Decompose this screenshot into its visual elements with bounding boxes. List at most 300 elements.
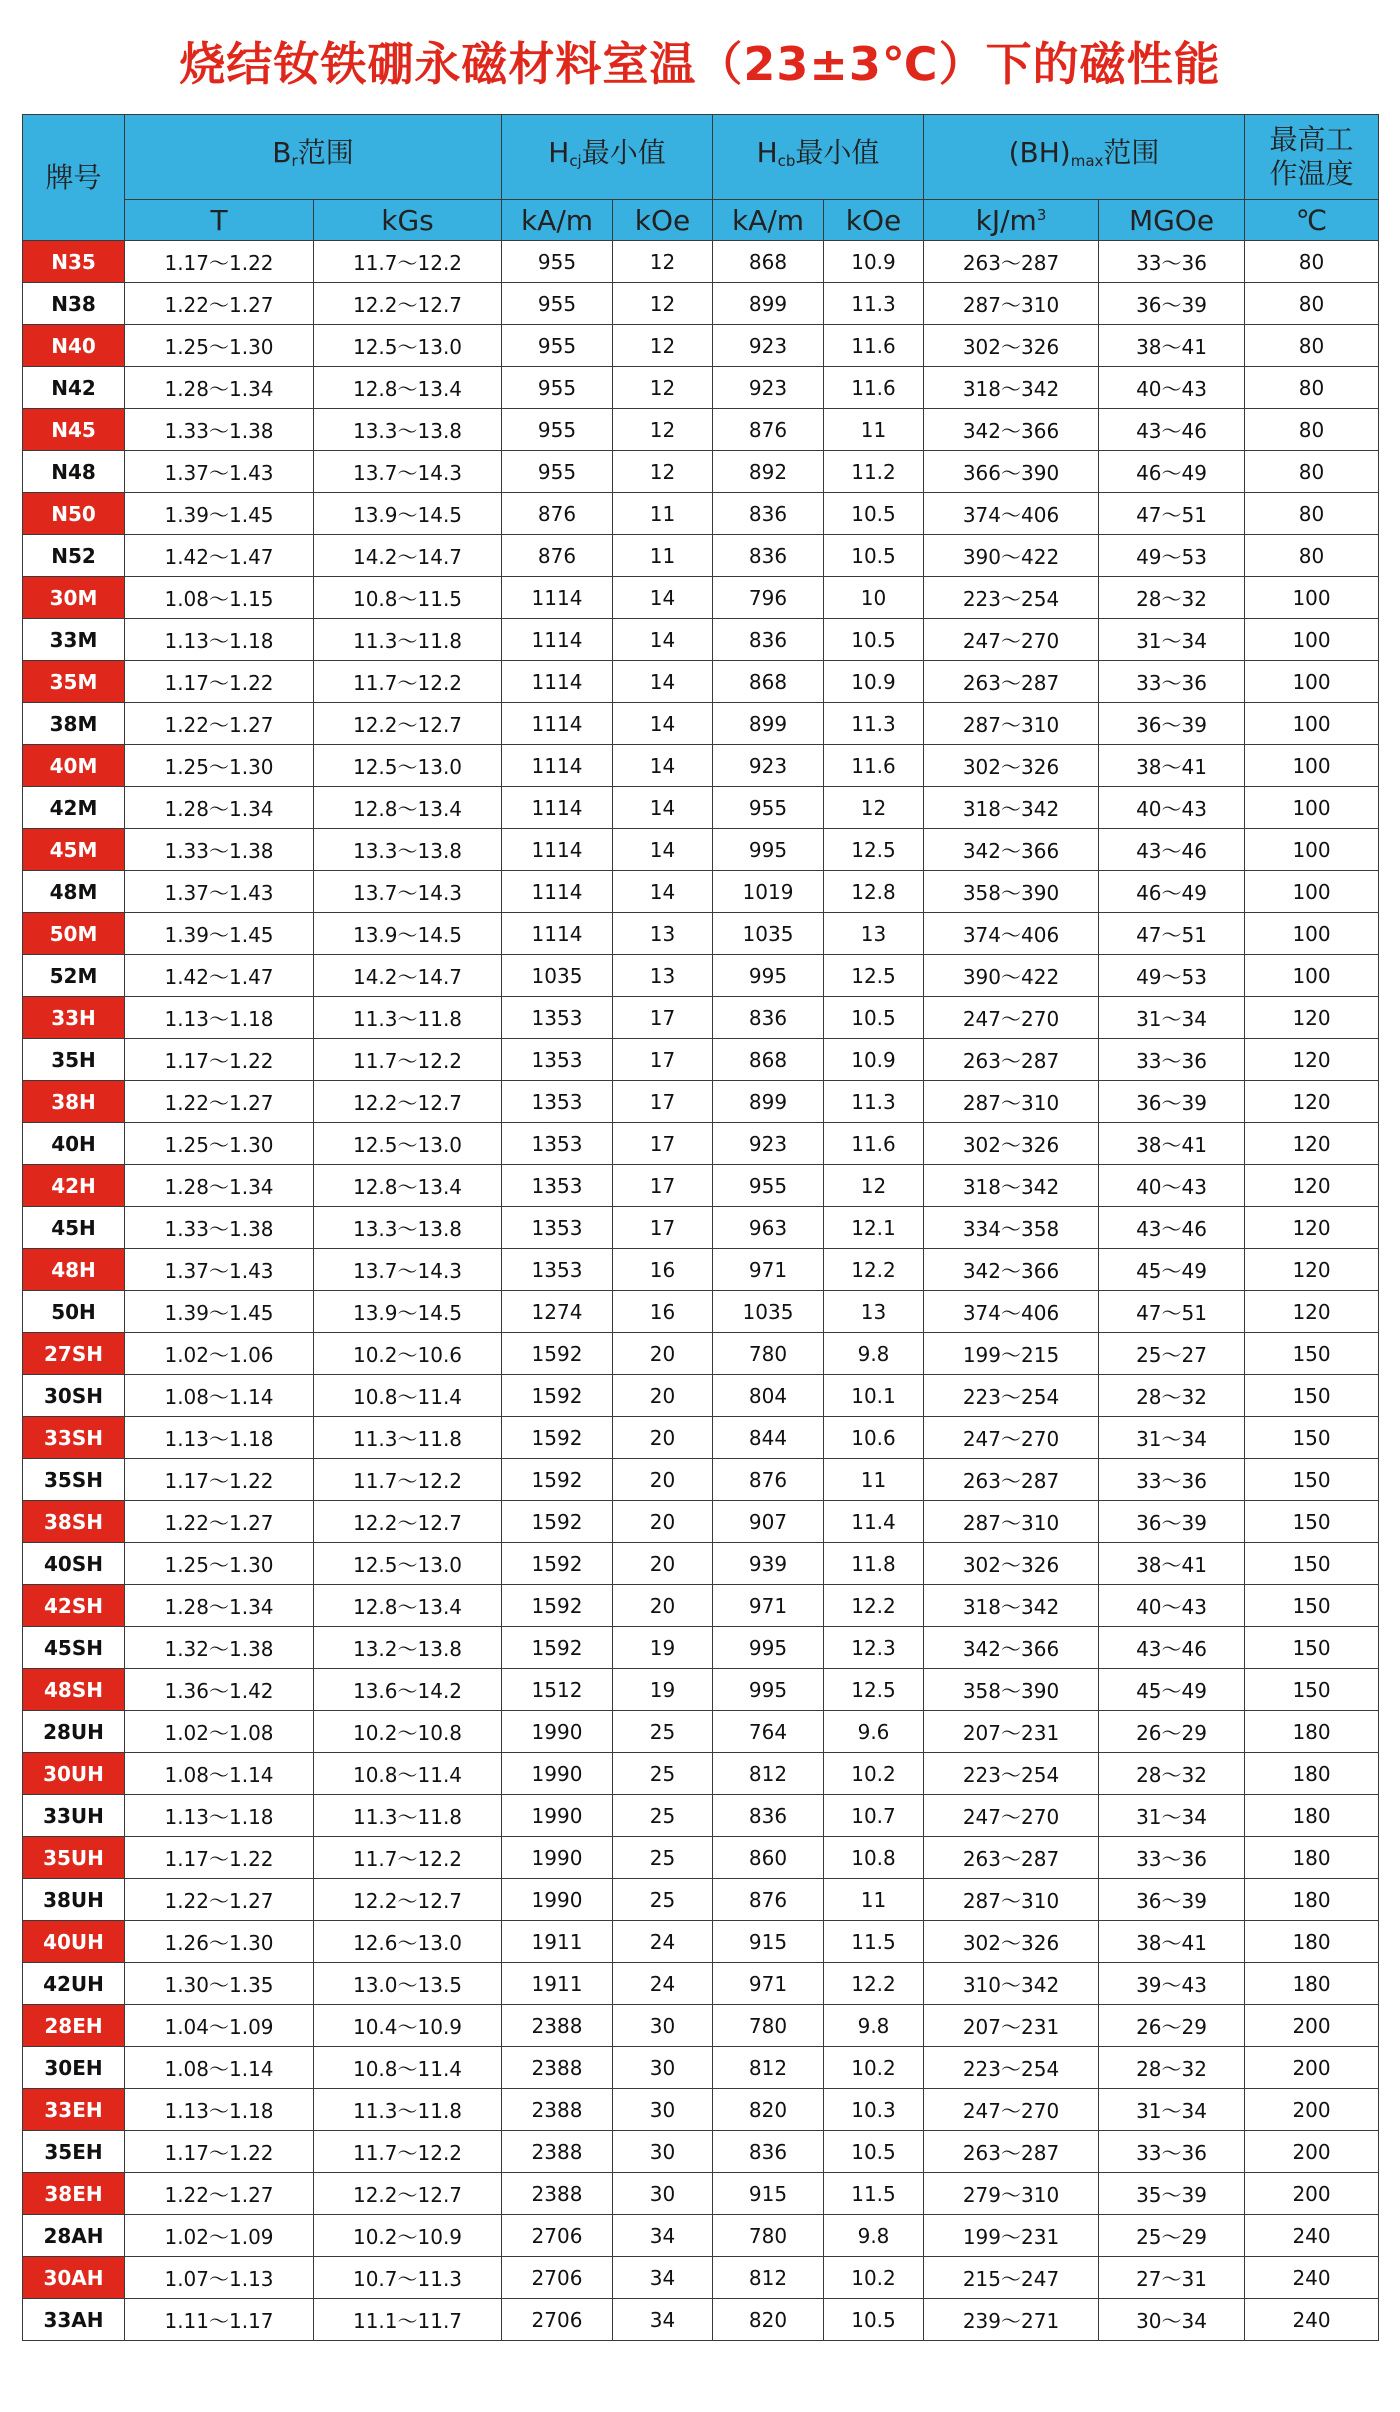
cell-br-t: 1.42～1.47 (125, 535, 314, 577)
table-row (23, 1291, 1379, 1333)
header-grade: 牌号 (23, 115, 125, 241)
cell-bh-mgoe: 49～53 (1099, 955, 1245, 997)
cell-max-temp: 100 (1245, 871, 1379, 913)
cell-hcj-koe: 25 (613, 1879, 713, 1921)
cell-grade: 35UH (23, 1837, 125, 1879)
cell-br-kgs: 13.3～13.8 (314, 829, 502, 871)
cell-br-t: 1.33～1.38 (125, 1207, 314, 1249)
cell-hcj-koe: 17 (613, 1123, 713, 1165)
cell-hcj-kam: 876 (502, 493, 613, 535)
table-row (23, 2005, 1379, 2047)
cell-grade: 33M (23, 619, 125, 661)
cell-bh-mgoe: 36～39 (1099, 703, 1245, 745)
cell-grade: 33SH (23, 1417, 125, 1459)
cell-max-temp: 120 (1245, 1039, 1379, 1081)
cell-grade: 42SH (23, 1585, 125, 1627)
cell-hcb-kam: 820 (713, 2299, 824, 2341)
header-hcj-min: $H_{cj}$最小值 (502, 115, 713, 200)
cell-hcj-koe: 19 (613, 1669, 713, 1711)
table-row (23, 325, 1379, 367)
cell-bh-kj: 334～358 (924, 1207, 1099, 1249)
table-row (23, 1459, 1379, 1501)
cell-hcj-koe: 20 (613, 1501, 713, 1543)
cell-hcb-kam: 907 (713, 1501, 824, 1543)
cell-br-kgs: 12.8～13.4 (314, 1585, 502, 1627)
table-body (23, 241, 1379, 2341)
cell-hcb-kam: 995 (713, 829, 824, 871)
cell-hcj-kam: 1114 (502, 745, 613, 787)
cell-bh-mgoe: 28～32 (1099, 2047, 1245, 2089)
cell-hcj-kam: 876 (502, 535, 613, 577)
cell-hcb-kam: 780 (713, 1333, 824, 1375)
cell-hcj-koe: 19 (613, 1627, 713, 1669)
cell-bh-kj: 390～422 (924, 955, 1099, 997)
cell-max-temp: 100 (1245, 577, 1379, 619)
cell-br-t: 1.17～1.22 (125, 661, 314, 703)
cell-br-kgs: 12.5～13.0 (314, 745, 502, 787)
cell-hcb-kam: 1019 (713, 871, 824, 913)
cell-bh-kj: 247～270 (924, 1795, 1099, 1837)
cell-br-t: 1.37～1.43 (125, 1249, 314, 1291)
header-br-range: $B_r$范围 (125, 115, 502, 200)
cell-hcb-kam: 923 (713, 325, 824, 367)
cell-grade: 35M (23, 661, 125, 703)
cell-br-kgs: 13.6～14.2 (314, 1669, 502, 1711)
cell-hcj-kam: 1353 (502, 997, 613, 1039)
cell-bh-mgoe: 36～39 (1099, 283, 1245, 325)
cell-bh-mgoe: 40～43 (1099, 367, 1245, 409)
cell-hcb-koe: 11 (824, 1879, 924, 1921)
cell-hcb-koe: 11.5 (824, 1921, 924, 1963)
cell-bh-kj: 302～326 (924, 1543, 1099, 1585)
table-row (23, 1669, 1379, 1711)
table-row (23, 2215, 1379, 2257)
cell-hcj-kam: 955 (502, 325, 613, 367)
cell-max-temp: 200 (1245, 2047, 1379, 2089)
cell-hcj-koe: 24 (613, 1921, 713, 1963)
cell-hcj-koe: 17 (613, 1039, 713, 1081)
cell-hcb-koe: 12.2 (824, 1963, 924, 2005)
cell-max-temp: 120 (1245, 1207, 1379, 1249)
cell-bh-kj: 366～390 (924, 451, 1099, 493)
cell-hcj-koe: 17 (613, 1165, 713, 1207)
cell-bh-kj: 318～342 (924, 1165, 1099, 1207)
cell-hcb-kam: 899 (713, 703, 824, 745)
cell-br-t: 1.08～1.14 (125, 1753, 314, 1795)
cell-br-kgs: 13.9～14.5 (314, 493, 502, 535)
cell-br-kgs: 11.7～12.2 (314, 1837, 502, 1879)
cell-br-kgs: 13.3～13.8 (314, 409, 502, 451)
cell-hcj-koe: 16 (613, 1249, 713, 1291)
cell-hcb-kam: 923 (713, 367, 824, 409)
cell-hcj-koe: 30 (613, 2131, 713, 2173)
table-row (23, 1795, 1379, 1837)
cell-grade: N35 (23, 241, 125, 283)
cell-hcb-koe: 9.6 (824, 1711, 924, 1753)
unit-kgs: kGs (314, 200, 502, 241)
cell-br-t: 1.17～1.22 (125, 2131, 314, 2173)
cell-bh-mgoe: 31～34 (1099, 619, 1245, 661)
cell-br-kgs: 10.2～10.9 (314, 2215, 502, 2257)
cell-grade: 50H (23, 1291, 125, 1333)
cell-bh-kj: 374～406 (924, 493, 1099, 535)
cell-br-kgs: 10.2～10.6 (314, 1333, 502, 1375)
cell-hcj-kam: 1592 (502, 1459, 613, 1501)
cell-max-temp: 80 (1245, 535, 1379, 577)
cell-br-kgs: 10.2～10.8 (314, 1711, 502, 1753)
cell-hcb-koe: 11.5 (824, 2173, 924, 2215)
table-row (23, 535, 1379, 577)
cell-bh-kj: 279～310 (924, 2173, 1099, 2215)
unit-celsius: ℃ (1245, 200, 1379, 241)
cell-hcb-kam: 915 (713, 2173, 824, 2215)
cell-br-kgs: 12.8～13.4 (314, 1165, 502, 1207)
cell-hcb-koe: 10.5 (824, 997, 924, 1039)
table-row (23, 1585, 1379, 1627)
cell-max-temp: 80 (1245, 367, 1379, 409)
cell-br-t: 1.28～1.34 (125, 1165, 314, 1207)
table-row (23, 1501, 1379, 1543)
cell-hcb-kam: 836 (713, 2131, 824, 2173)
cell-bh-kj: 263～287 (924, 661, 1099, 703)
cell-grade: N50 (23, 493, 125, 535)
cell-hcj-kam: 2388 (502, 2131, 613, 2173)
cell-hcb-kam: 836 (713, 619, 824, 661)
cell-br-kgs: 11.1～11.7 (314, 2299, 502, 2341)
cell-br-kgs: 12.5～13.0 (314, 1123, 502, 1165)
cell-grade: 50M (23, 913, 125, 955)
cell-hcj-kam: 1353 (502, 1249, 613, 1291)
cell-bh-mgoe: 36～39 (1099, 1081, 1245, 1123)
cell-max-temp: 150 (1245, 1333, 1379, 1375)
cell-br-t: 1.22～1.27 (125, 283, 314, 325)
cell-br-kgs: 11.7～12.2 (314, 2131, 502, 2173)
cell-bh-mgoe: 31～34 (1099, 1795, 1245, 1837)
cell-hcj-koe: 17 (613, 997, 713, 1039)
cell-max-temp: 100 (1245, 787, 1379, 829)
cell-bh-kj: 215～247 (924, 2257, 1099, 2299)
cell-br-t: 1.25～1.30 (125, 745, 314, 787)
page-title: 烧结钕铁硼永磁材料室温（23±3℃）下的磁性能 (179, 37, 1221, 91)
cell-hcb-koe: 11.6 (824, 367, 924, 409)
unit-t: T (125, 200, 314, 241)
cell-max-temp: 180 (1245, 1837, 1379, 1879)
cell-hcj-koe: 13 (613, 955, 713, 997)
cell-hcb-kam: 876 (713, 409, 824, 451)
cell-hcb-koe: 10.5 (824, 2299, 924, 2341)
cell-hcj-koe: 30 (613, 2047, 713, 2089)
cell-hcb-kam: 812 (713, 2047, 824, 2089)
table-row (23, 2299, 1379, 2341)
cell-bh-mgoe: 35～39 (1099, 2173, 1245, 2215)
cell-br-kgs: 10.8～11.4 (314, 2047, 502, 2089)
cell-bh-mgoe: 26～29 (1099, 2005, 1245, 2047)
cell-hcb-koe: 10.2 (824, 2257, 924, 2299)
table-row (23, 1165, 1379, 1207)
cell-bh-kj: 358～390 (924, 871, 1099, 913)
cell-max-temp: 100 (1245, 619, 1379, 661)
cell-br-t: 1.37～1.43 (125, 871, 314, 913)
cell-br-t: 1.17～1.22 (125, 1837, 314, 1879)
cell-hcj-koe: 30 (613, 2173, 713, 2215)
cell-bh-mgoe: 33～36 (1099, 241, 1245, 283)
cell-hcj-koe: 34 (613, 2299, 713, 2341)
cell-bh-kj: 287～310 (924, 1501, 1099, 1543)
cell-max-temp: 180 (1245, 1879, 1379, 1921)
cell-br-kgs: 11.3～11.8 (314, 997, 502, 1039)
cell-br-kgs: 12.8～13.4 (314, 367, 502, 409)
cell-hcb-koe: 10.2 (824, 2047, 924, 2089)
cell-br-kgs: 11.3～11.8 (314, 1417, 502, 1459)
cell-bh-mgoe: 40～43 (1099, 1585, 1245, 1627)
cell-br-kgs: 11.3～11.8 (314, 1795, 502, 1837)
cell-bh-kj: 247～270 (924, 619, 1099, 661)
cell-hcj-koe: 14 (613, 577, 713, 619)
cell-bh-mgoe: 47～51 (1099, 493, 1245, 535)
cell-hcj-koe: 14 (613, 703, 713, 745)
cell-max-temp: 200 (1245, 2131, 1379, 2173)
cell-hcj-koe: 30 (613, 2089, 713, 2131)
cell-hcj-koe: 25 (613, 1711, 713, 1753)
cell-hcb-koe: 10.1 (824, 1375, 924, 1417)
cell-bh-kj: 263～287 (924, 241, 1099, 283)
cell-hcj-kam: 955 (502, 283, 613, 325)
cell-hcj-koe: 25 (613, 1795, 713, 1837)
cell-max-temp: 150 (1245, 1669, 1379, 1711)
cell-grade: 40SH (23, 1543, 125, 1585)
cell-bh-mgoe: 38～41 (1099, 745, 1245, 787)
cell-grade: 48SH (23, 1669, 125, 1711)
cell-grade: 30SH (23, 1375, 125, 1417)
cell-hcj-kam: 1114 (502, 829, 613, 871)
cell-br-kgs: 11.7～12.2 (314, 241, 502, 283)
cell-hcb-koe: 13 (824, 913, 924, 955)
cell-hcj-kam: 1592 (502, 1585, 613, 1627)
cell-br-kgs: 12.2～12.7 (314, 1081, 502, 1123)
cell-grade: 33AH (23, 2299, 125, 2341)
table-row (23, 2089, 1379, 2131)
cell-bh-kj: 302～326 (924, 1123, 1099, 1165)
cell-bh-kj: 247～270 (924, 2089, 1099, 2131)
cell-hcb-koe: 10.5 (824, 493, 924, 535)
table-row (23, 703, 1379, 745)
header-hcb-min: $H_{cb}$最小值 (713, 115, 924, 200)
table-row (23, 1123, 1379, 1165)
cell-hcj-kam: 1592 (502, 1375, 613, 1417)
cell-br-t: 1.17～1.22 (125, 1039, 314, 1081)
cell-hcb-koe: 9.8 (824, 2005, 924, 2047)
unit-hcb-koe: kOe (824, 200, 924, 241)
cell-grade: 38H (23, 1081, 125, 1123)
table-row (23, 1333, 1379, 1375)
cell-hcb-koe: 10.2 (824, 1753, 924, 1795)
cell-hcj-kam: 955 (502, 241, 613, 283)
cell-br-t: 1.28～1.34 (125, 367, 314, 409)
cell-br-kgs: 13.0～13.5 (314, 1963, 502, 2005)
cell-br-kgs: 10.8～11.5 (314, 577, 502, 619)
cell-max-temp: 240 (1245, 2215, 1379, 2257)
cell-max-temp: 100 (1245, 703, 1379, 745)
cell-hcj-koe: 12 (613, 409, 713, 451)
cell-hcj-kam: 1114 (502, 619, 613, 661)
cell-max-temp: 240 (1245, 2299, 1379, 2341)
cell-bh-mgoe: 28～32 (1099, 1753, 1245, 1795)
cell-hcb-koe: 10.5 (824, 535, 924, 577)
cell-hcb-kam: 963 (713, 1207, 824, 1249)
cell-hcj-koe: 20 (613, 1333, 713, 1375)
cell-br-t: 1.42～1.47 (125, 955, 314, 997)
table-row (23, 829, 1379, 871)
cell-hcb-koe: 10.5 (824, 2131, 924, 2173)
unit-hcb-kam: kA/m (713, 200, 824, 241)
cell-max-temp: 180 (1245, 1795, 1379, 1837)
cell-max-temp: 150 (1245, 1627, 1379, 1669)
cell-br-kgs: 13.9～14.5 (314, 1291, 502, 1333)
header-max-temp: 最高工 作温度 (1245, 115, 1379, 200)
table-row (23, 1921, 1379, 1963)
cell-hcj-kam: 1114 (502, 661, 613, 703)
cell-hcj-kam: 955 (502, 409, 613, 451)
cell-hcj-kam: 1274 (502, 1291, 613, 1333)
cell-br-t: 1.17～1.22 (125, 241, 314, 283)
cell-bh-kj: 223～254 (924, 2047, 1099, 2089)
table-row (23, 1375, 1379, 1417)
cell-hcj-koe: 13 (613, 913, 713, 955)
cell-br-kgs: 10.7～11.3 (314, 2257, 502, 2299)
cell-br-t: 1.02～1.06 (125, 1333, 314, 1375)
cell-br-t: 1.39～1.45 (125, 493, 314, 535)
table-row (23, 955, 1379, 997)
cell-hcb-koe: 11.3 (824, 283, 924, 325)
cell-bh-mgoe: 25～27 (1099, 1333, 1245, 1375)
cell-hcj-kam: 2388 (502, 2047, 613, 2089)
cell-hcb-kam: 995 (713, 1669, 824, 1711)
cell-hcb-kam: 868 (713, 1039, 824, 1081)
cell-max-temp: 200 (1245, 2005, 1379, 2047)
cell-grade: N40 (23, 325, 125, 367)
unit-hcj-koe: kOe (613, 200, 713, 241)
header-bhmax-range: $(BH)_{max}$范围 (924, 115, 1245, 200)
cell-hcb-koe: 11.8 (824, 1543, 924, 1585)
cell-bh-kj: 247～270 (924, 1417, 1099, 1459)
cell-max-temp: 80 (1245, 241, 1379, 283)
cell-bh-mgoe: 36～39 (1099, 1879, 1245, 1921)
cell-br-kgs: 12.8～13.4 (314, 787, 502, 829)
cell-hcj-koe: 20 (613, 1417, 713, 1459)
cell-hcj-kam: 1114 (502, 577, 613, 619)
cell-bh-kj: 318～342 (924, 787, 1099, 829)
cell-br-t: 1.04～1.09 (125, 2005, 314, 2047)
cell-hcb-koe: 10.5 (824, 619, 924, 661)
cell-hcb-koe: 11 (824, 1459, 924, 1501)
table-row (23, 1753, 1379, 1795)
cell-hcj-koe: 12 (613, 367, 713, 409)
table-row (23, 241, 1379, 283)
cell-grade: 35H (23, 1039, 125, 1081)
cell-br-kgs: 12.2～12.7 (314, 1879, 502, 1921)
cell-bh-mgoe: 30～34 (1099, 2299, 1245, 2341)
cell-br-kgs: 11.3～11.8 (314, 2089, 502, 2131)
cell-br-kgs: 12.6～13.0 (314, 1921, 502, 1963)
cell-br-t: 1.17～1.22 (125, 1459, 314, 1501)
cell-grade: N52 (23, 535, 125, 577)
cell-bh-mgoe: 31～34 (1099, 2089, 1245, 2131)
cell-hcj-kam: 1592 (502, 1417, 613, 1459)
cell-hcj-koe: 14 (613, 619, 713, 661)
cell-bh-kj: 318～342 (924, 1585, 1099, 1627)
cell-bh-kj: 247～270 (924, 997, 1099, 1039)
cell-hcb-koe: 11.2 (824, 451, 924, 493)
cell-hcb-koe: 10.9 (824, 241, 924, 283)
cell-max-temp: 120 (1245, 1081, 1379, 1123)
table-row (23, 661, 1379, 703)
cell-max-temp: 180 (1245, 1963, 1379, 2005)
cell-bh-kj: 263～287 (924, 2131, 1099, 2173)
cell-hcb-koe: 12.2 (824, 1585, 924, 1627)
table-row (23, 619, 1379, 661)
unit-hcj-kam: kA/m (502, 200, 613, 241)
unit-kjm3: $kJ/m^3$ (924, 200, 1099, 241)
cell-bh-kj: 223～254 (924, 577, 1099, 619)
cell-hcb-koe: 12.8 (824, 871, 924, 913)
cell-hcj-kam: 955 (502, 451, 613, 493)
table-row (23, 451, 1379, 493)
cell-max-temp: 120 (1245, 1291, 1379, 1333)
cell-hcb-kam: 899 (713, 283, 824, 325)
cell-grade: 52M (23, 955, 125, 997)
cell-hcb-kam: 923 (713, 745, 824, 787)
table-row (23, 1963, 1379, 2005)
cell-bh-mgoe: 47～51 (1099, 1291, 1245, 1333)
cell-bh-mgoe: 26～29 (1099, 1711, 1245, 1753)
magnet-properties-table (22, 114, 1379, 2341)
cell-br-kgs: 13.7～14.3 (314, 451, 502, 493)
cell-hcj-kam: 1990 (502, 1837, 613, 1879)
cell-hcj-kam: 1114 (502, 913, 613, 955)
cell-hcj-kam: 1114 (502, 703, 613, 745)
cell-grade: 35EH (23, 2131, 125, 2173)
cell-br-t: 1.22～1.27 (125, 703, 314, 745)
cell-grade: N38 (23, 283, 125, 325)
cell-br-kgs: 13.2～13.8 (314, 1627, 502, 1669)
cell-hcb-kam: 995 (713, 1627, 824, 1669)
cell-grade: 33EH (23, 2089, 125, 2131)
cell-br-t: 1.07～1.13 (125, 2257, 314, 2299)
cell-grade: N45 (23, 409, 125, 451)
cell-br-kgs: 10.8～11.4 (314, 1375, 502, 1417)
cell-max-temp: 180 (1245, 1921, 1379, 1963)
cell-hcj-kam: 1592 (502, 1501, 613, 1543)
cell-hcb-koe: 10.8 (824, 1837, 924, 1879)
cell-hcj-kam: 2706 (502, 2299, 613, 2341)
cell-bh-mgoe: 40～43 (1099, 1165, 1245, 1207)
table-row (23, 1879, 1379, 1921)
cell-hcj-koe: 14 (613, 871, 713, 913)
cell-bh-mgoe: 31～34 (1099, 1417, 1245, 1459)
cell-max-temp: 150 (1245, 1459, 1379, 1501)
table-row (23, 1207, 1379, 1249)
cell-bh-kj: 318～342 (924, 367, 1099, 409)
cell-hcj-kam: 1592 (502, 1627, 613, 1669)
cell-bh-kj: 342～366 (924, 1249, 1099, 1291)
cell-grade: 28UH (23, 1711, 125, 1753)
cell-hcj-koe: 12 (613, 283, 713, 325)
cell-hcb-koe: 11.6 (824, 745, 924, 787)
cell-hcj-kam: 1353 (502, 1123, 613, 1165)
cell-grade: 42H (23, 1165, 125, 1207)
cell-hcb-kam: 1035 (713, 1291, 824, 1333)
cell-grade: 33H (23, 997, 125, 1039)
